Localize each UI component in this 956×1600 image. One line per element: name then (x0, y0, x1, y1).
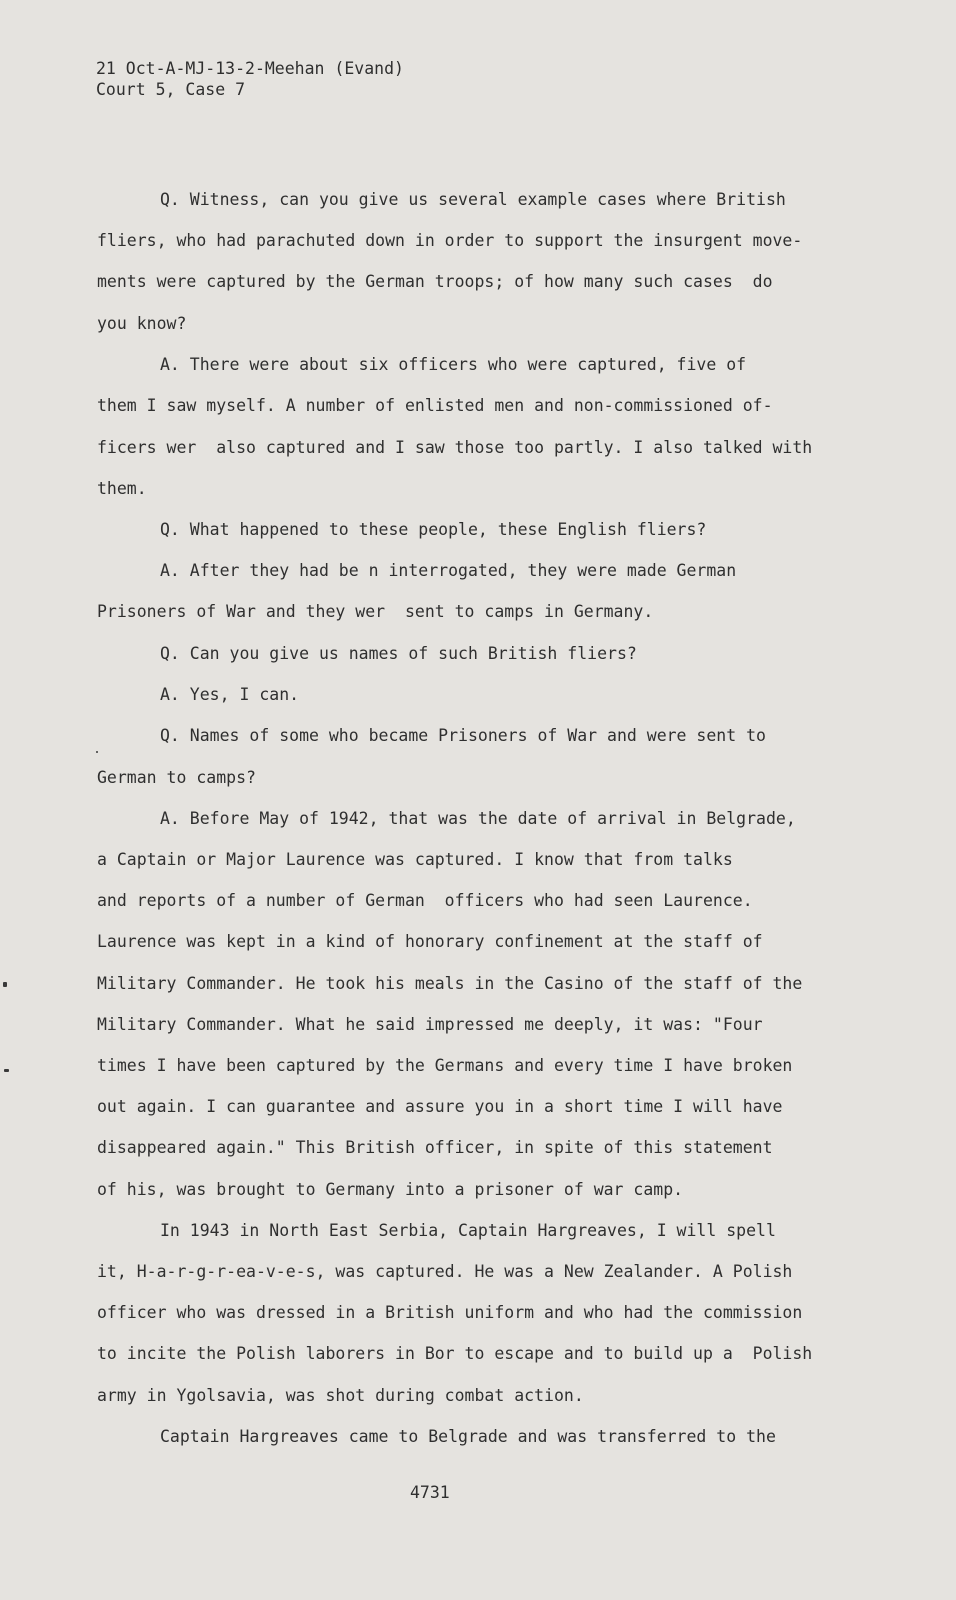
margin-mark (3, 982, 7, 987)
text-line: Q. What happened to these people, these English fliers? (160, 520, 707, 539)
text-line: a Captain or Major Laurence was captured. I know that from talks (97, 850, 733, 869)
text-line: A. Yes, I can. (160, 685, 300, 704)
text-line: A. Before May of 1942, that was the date of arrival in Belgrade, (160, 809, 796, 828)
text-line: to incite the Polish laborers in Bor to escape and to build up a Polish (97, 1344, 813, 1363)
text-line: Military Commander. What he said impressed me deeply, it was: "Four (97, 1015, 763, 1034)
text-line: it, H-a-r-g-r-ea-v-e-s, was captured. He was a New Zealander. A Polish (97, 1262, 793, 1281)
text-line: times I have been captured by the Germans and every time I have broken (97, 1056, 793, 1075)
text-line: A. After they had be n interrogated, they were made German (160, 561, 737, 580)
text-line: you know? (97, 314, 187, 333)
text-line: army in Ygolsavia, was shot during combat action. (97, 1386, 584, 1405)
text-line: Q. Can you give us names of such British fliers? (160, 644, 637, 663)
text-line: Laurence was kept in a kind of honorary confinement at the staff of (97, 932, 763, 951)
text-line: German to camps? (97, 768, 256, 787)
text-line: out again. I can guarantee and assure you in a short time I will have (97, 1097, 783, 1116)
text-line: of his, was brought to Germany into a prisoner of war camp. (97, 1180, 684, 1199)
page-number: 4731 (410, 1483, 450, 1502)
text-line: In 1943 in North East Serbia, Captain Hargreaves, I will spell (160, 1221, 776, 1240)
header-case-reference: 21 Oct-A-MJ-13-2-Meehan (Evand) (96, 59, 404, 78)
header-court-case: Court 5, Case 7 (96, 80, 246, 99)
text-line: ments were captured by the German troops; of how many such cases do (97, 272, 773, 291)
text-line: Q. Witness, can you give us several example cases where British (160, 190, 786, 209)
text-line: officer who was dressed in a British uniform and who had the commission (97, 1303, 803, 1322)
speck-mark (96, 751, 98, 753)
text-line: Military Commander. He took his meals in the Casino of the staff of the (97, 974, 803, 993)
text-line: and reports of a number of German officers who had seen Laurence. (97, 891, 753, 910)
text-line: disappeared again." This British officer, in spite of this statement (97, 1138, 773, 1157)
text-line: Prisoners of War and they wer sent to camps in Germany. (97, 602, 654, 621)
text-line: Q. Names of some who became Prisoners of War and were sent to (160, 726, 766, 745)
text-line: Captain Hargreaves came to Belgrade and was transferred to the (160, 1427, 776, 1446)
text-line: ficers wer also captured and I saw those too partly. I also talked with (97, 438, 813, 457)
margin-mark (4, 1069, 9, 1072)
text-line: fliers, who had parachuted down in order to support the insurgent move- (97, 231, 803, 250)
document-header (96, 58, 404, 100)
text-line: them. (97, 479, 147, 498)
text-line: them I saw myself. A number of enlisted men and non-commissioned of- (97, 396, 773, 415)
text-line: A. There were about six officers who were captured, five of (160, 355, 747, 374)
